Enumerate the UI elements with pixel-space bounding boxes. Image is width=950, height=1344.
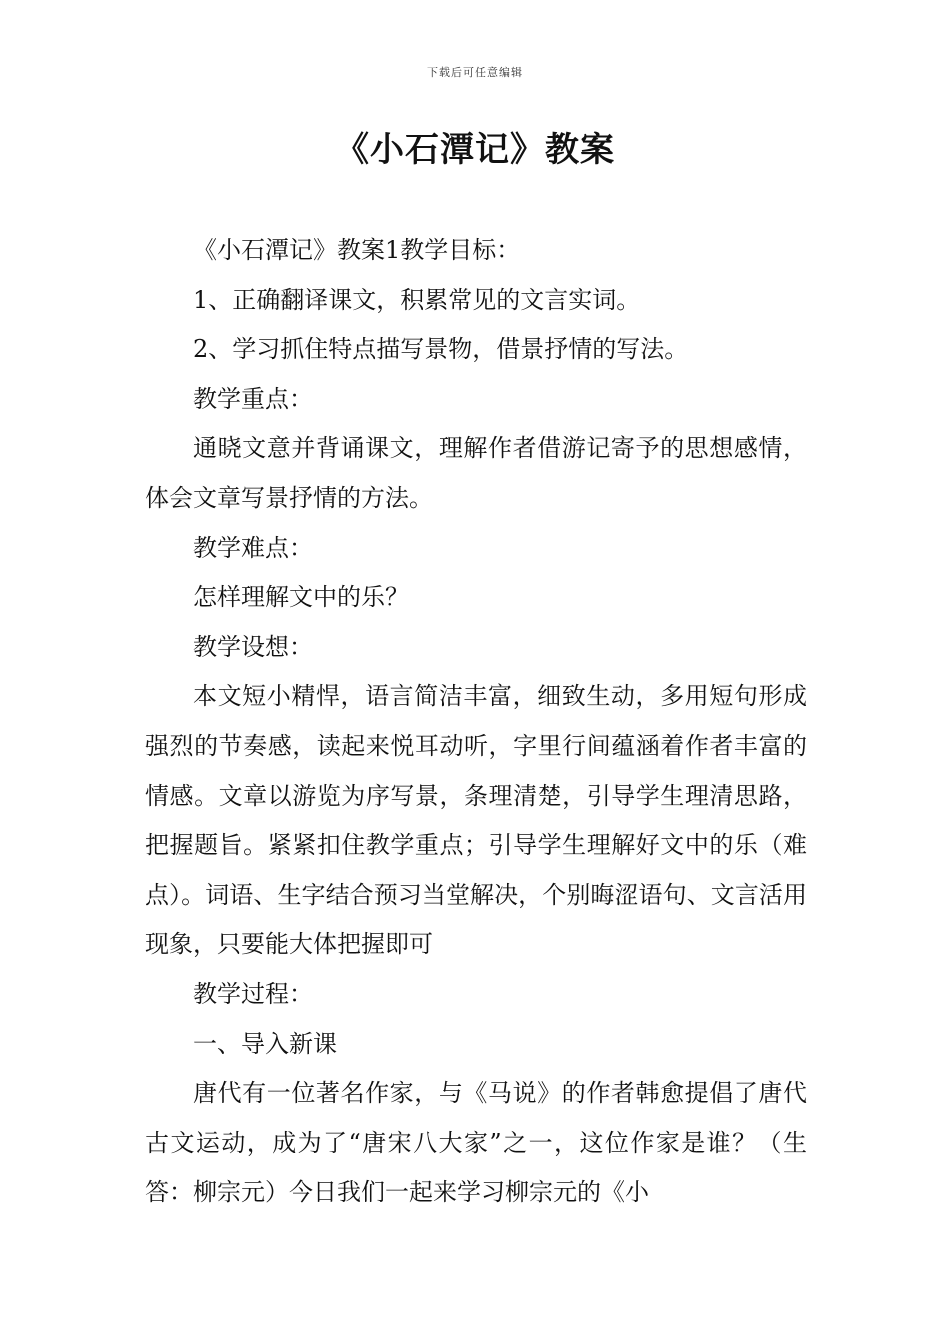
document-body	[145, 226, 807, 1218]
paragraph-design-heading: 教学设想：	[193, 632, 313, 661]
paragraph-introduction: 唐代有一位著名作家，与《马说》的作者韩愈提倡了唐代古文运动，成为了“唐宋八大家”之一，这位作家是谁？（生答：柳宗元）今日我们一起来学习柳宗元的《小	[145, 1079, 807, 1207]
paragraph-key-point-heading: 教学重点：	[193, 384, 313, 413]
paragraph-difficulty: 怎样理解文中的乐？	[193, 583, 409, 612]
paragraph-difficulty-heading: 教学难点：	[193, 533, 313, 562]
paragraph-goal-2: 2、学习抓住特点描写景物，借景抒情的写法。	[193, 335, 689, 364]
header-note: 下载后可任意编辑	[427, 66, 523, 79]
paragraph-lesson-goal-heading: 《小石潭记》教案1教学目标：	[193, 236, 521, 264]
paragraph-key-point: 通晓文意并背诵课文，理解作者借游记寄予的思想感情，体会文章写景抒情的方法。	[145, 434, 807, 512]
paragraph-design: 本文短小精悍，语言简洁丰富，细致生动，多用短句形成强烈的节奏感，读起来悦耳动听，字里行间蕴涵着作者丰富的情感。文章以游览为序写景，条理清楚，引导学生理清思路，把握题旨。紧紧扣住教学重点；引导学生理解好文中的乐（难点）。词语、生字结合预习当堂解决，个别晦涩语句、文言活用现象，只要能大体把握即可	[145, 682, 807, 959]
page-title: 《小石潭记》教案	[335, 130, 615, 170]
paragraph-goal-1: 1、正确翻译课文，积累常见的文言实词。	[193, 285, 641, 314]
paragraph-process-heading: 教学过程：	[193, 979, 313, 1008]
paragraph-section-1-heading: 一、导入新课	[193, 1029, 337, 1058]
